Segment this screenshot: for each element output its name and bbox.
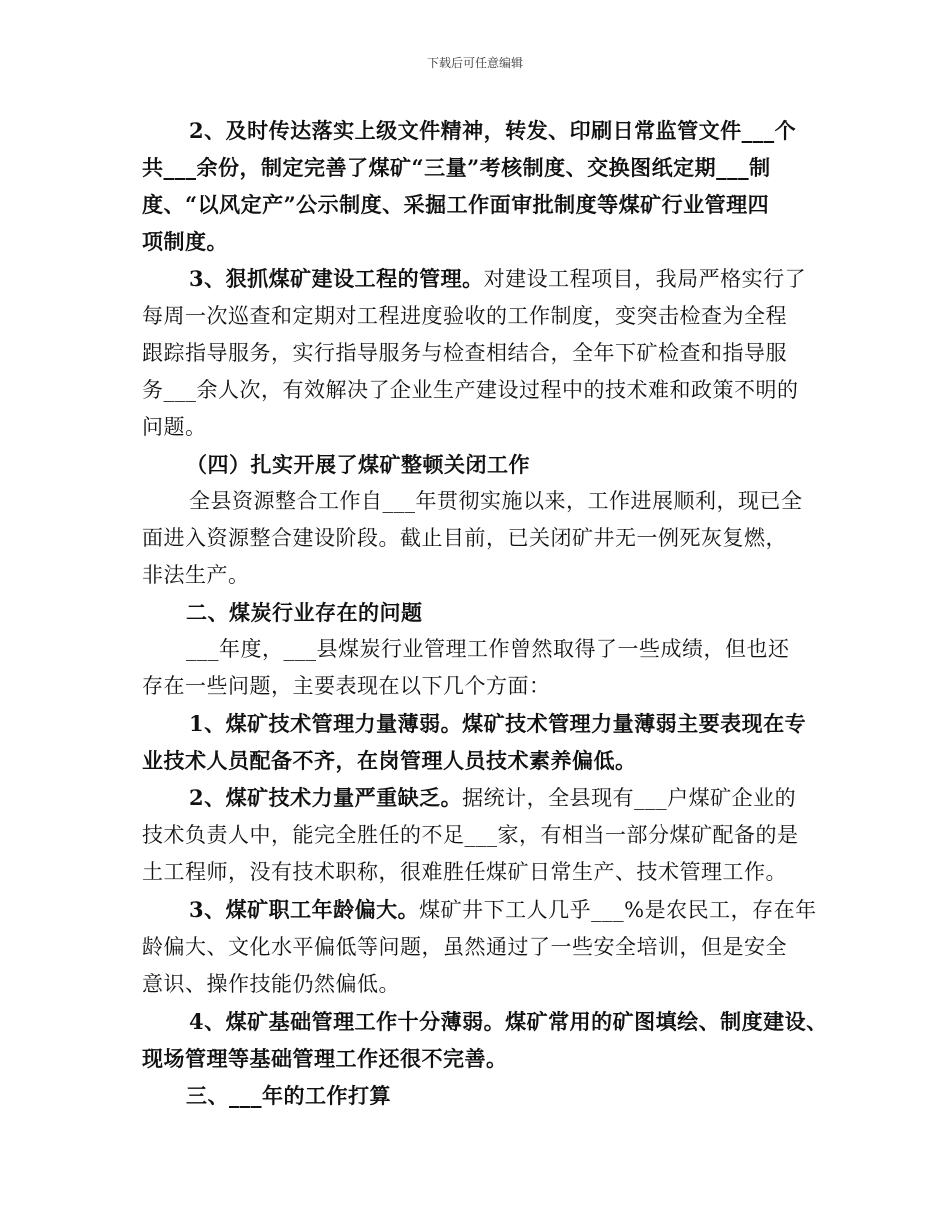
- text-line: 每周一次巡查和定期对工程进度验收的工作制度，变突击检查为全程: [142, 304, 787, 328]
- text-line: 土工程师，没有技术职称，很难胜任煤矿日常生产、技术管理工作。: [142, 860, 787, 884]
- text-line: 龄偏大、文化水平偏低等问题，虽然通过了一些安全培训，但是安全: [142, 935, 787, 959]
- text-line: 非法生产。: [142, 563, 250, 587]
- text-run: 煤矿井下工人几乎___%是农民工，存在年: [419, 898, 817, 922]
- text-run: 对建设工程项目，我局严格实行了: [483, 267, 807, 291]
- paragraph-integration: [142, 483, 810, 594]
- text-line: 4、煤矿基础管理工作十分薄弱。煤矿常用的矿图填绘、制度建设、: [189, 1009, 828, 1034]
- paragraph-lead: 3、煤矿职工年龄偏大。: [189, 897, 420, 922]
- text-line: 业技术人员配备不齐，在岗管理人员技术素养偏低。: [142, 748, 637, 773]
- text-line: 面进入资源整合建设阶段。截止目前，已关闭矿井无一例死灰复燃，: [142, 526, 787, 550]
- paragraph-problem-2: [142, 779, 810, 891]
- paragraph-construction: [142, 260, 810, 446]
- text-line: 共___余份，制定完善了煤矿“三量”考核制度、交换图纸定期___制: [142, 155, 771, 180]
- text-run: 据统计，全县现有___户煤矿企业的: [462, 786, 797, 810]
- section-heading: 二、煤炭行业存在的问题: [186, 600, 423, 625]
- paragraph-lead: 2、煤矿技术力量严重缺乏。: [189, 785, 463, 810]
- text-line: [142, 779, 810, 817]
- text-line: 意识、操作技能仍然偏低。: [142, 972, 400, 996]
- text-line: 存在一些问题，主要表现在以下几个方面：: [142, 674, 551, 698]
- text-line: 务___余人次，有效解决了企业生产建设过程中的技术难和政策不明的: [142, 378, 799, 402]
- text-line: 跟踪指导服务，实行指导服务与检查相结合，全年下矿检查和指导服: [142, 341, 787, 365]
- paragraph-problem-4: [142, 1003, 828, 1077]
- text-line: 技术负责人中，能完全胜任的不足___家，有相当一部分煤矿配备的是: [142, 823, 799, 847]
- section-heading: （四）扎实开展了煤矿整顿关闭工作: [186, 452, 530, 477]
- paragraph-files: [142, 112, 810, 260]
- text-line: [142, 260, 810, 298]
- section-heading: 三、___年的工作打算: [186, 1083, 391, 1108]
- text-line: ___年度，___县煤炭行业管理工作曾然取得了一些成绩，但也还: [186, 637, 790, 661]
- text-line: 全县资源整合工作自___年贯彻实施以来，工作进展顺利，现已全: [189, 489, 803, 513]
- paragraph-problem-1: [142, 705, 810, 779]
- paragraph-lead: 3、狠抓煤矿建设工程的管理。: [189, 266, 484, 291]
- paragraph-problem-3: [142, 891, 817, 1003]
- page-header: 下载后可任意编辑: [426, 56, 523, 70]
- text-line: [142, 891, 817, 929]
- document-body: [142, 112, 828, 1114]
- text-line: 度、“以风定产”公示制度、采掘工作面审批制度等煤矿行业管理四: [142, 192, 770, 217]
- text-line: 现场管理等基础管理工作还很不完善。: [142, 1046, 508, 1071]
- text-line: 2、及时传达落实上级文件精神，转发、印刷日常监管文件___个: [189, 118, 797, 143]
- text-line: 问题。: [142, 415, 207, 439]
- paragraph-problems-intro: [142, 631, 810, 705]
- text-line: 1、煤矿技术管理力量薄弱。煤矿技术管理力量薄弱主要表现在专: [189, 711, 807, 736]
- text-line: 项制度。: [142, 229, 228, 254]
